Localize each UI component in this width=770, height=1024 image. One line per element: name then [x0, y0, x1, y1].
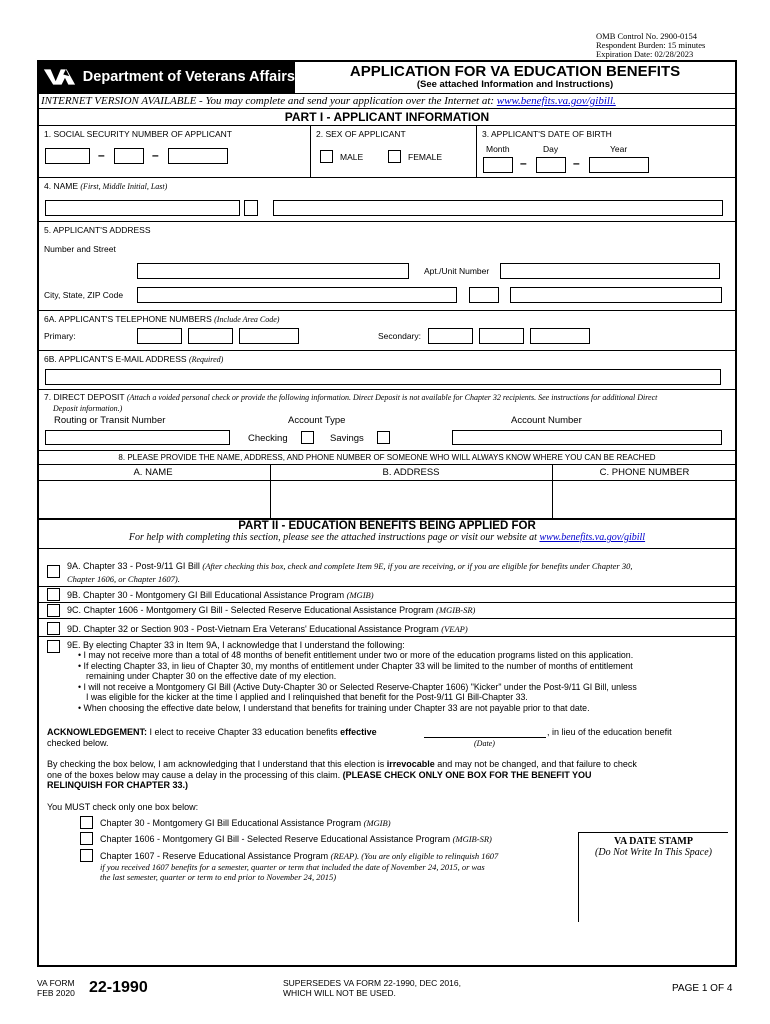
relinquish-3-hint: (REAP). (You are only eligible to relinquish 1607	[330, 851, 499, 861]
savings-checkbox[interactable]	[377, 431, 390, 444]
relinquish-1-text: Chapter 30 - Montgomery GI Bill Educational Assistance Program	[100, 818, 364, 828]
phone-label-text: 6A. APPLICANT'S TELEPHONE NUMBERS	[44, 314, 212, 324]
relinquish-chapter1606-checkbox[interactable]	[80, 832, 93, 845]
email-label-text: 6B. APPLICANT'S E-MAIL ADDRESS	[44, 354, 187, 364]
va-logo-icon	[43, 66, 77, 88]
option-9d	[67, 624, 468, 635]
form-number: 22-1990	[89, 979, 148, 996]
email-label	[44, 354, 223, 364]
secondary-area-input[interactable]	[428, 328, 473, 344]
checking-label: Checking	[248, 433, 288, 444]
relinquish-2-text: Chapter 1606 - Montgomery GI Bill - Selected Reserve Educational Assistance Program	[100, 834, 453, 844]
phone-label	[44, 314, 279, 324]
city-label: City, State, ZIP Code	[44, 290, 124, 300]
option-9a-hint2: Chapter 1606, or Chapter 1607).	[67, 574, 180, 584]
irrevocable-notice	[47, 759, 637, 791]
street-label: Number and Street	[44, 244, 116, 254]
ack-tail: , in lieu of the education benefit	[547, 727, 672, 737]
contact-name-input[interactable]	[38, 481, 269, 518]
female-checkbox[interactable]	[388, 150, 401, 163]
option-9b-text: 9B. Chapter 30 - Montgomery GI Bill Educational Assistance Program	[67, 590, 347, 600]
email-input[interactable]	[45, 369, 721, 385]
form-title: APPLICATION FOR VA EDUCATION BENEFITS	[349, 63, 681, 80]
ack-effective: effective	[340, 727, 377, 737]
apt-input[interactable]	[500, 263, 720, 279]
part2-help	[37, 532, 737, 543]
ssn-part1-input[interactable]	[45, 148, 90, 164]
option-9b	[67, 590, 374, 601]
irrev-2: and may not be changed, and that failure to check	[434, 759, 637, 769]
page-number: PAGE 1 OF 4	[672, 983, 733, 994]
option-9d-hint: (VEAP)	[441, 624, 468, 634]
address-label: 5. APPLICANT'S ADDRESS	[44, 225, 151, 235]
option-9a	[67, 561, 632, 572]
ack-bold: ACKNOWLEDGEMENT:	[47, 727, 147, 737]
stamp-title: VA DATE STAMP	[614, 836, 693, 847]
part2-help-text: For help with completing this section, please see the attached instructions page or visit our website at	[128, 532, 540, 543]
part1-title: PART I - APPLICANT INFORMATION	[284, 110, 490, 124]
relinquish-1-hint: (MGIB)	[363, 818, 391, 828]
omb-info	[596, 32, 705, 59]
acknowledgement	[47, 727, 377, 738]
chapter33-checkbox[interactable]	[47, 565, 60, 578]
ack-text: I elect to receive Chapter 33 education benefits	[147, 727, 341, 737]
primary-area-input[interactable]	[137, 328, 182, 344]
internet-text: INTERNET VERSION AVAILABLE - You may complete and send your application over the Internet at:	[41, 95, 497, 107]
savings-label: Savings	[330, 433, 364, 444]
option-9a-line2	[67, 574, 180, 585]
secondary-prefix-input[interactable]	[479, 328, 524, 344]
routing-input[interactable]	[45, 430, 230, 445]
gibill-link[interactable]: www.benefits.va.gov/gibill.	[496, 95, 616, 107]
bullet-4: • When choosing the effective date below, I understand that benefits for training under Chapter 33 are not payable prior to that date.	[78, 702, 590, 713]
form-date: FEB 2020	[37, 988, 75, 998]
street-input[interactable]	[137, 263, 409, 279]
omb-expiration: Expiration Date: 02/28/2023	[596, 49, 694, 59]
va-date-stamp	[578, 832, 728, 922]
relinquish-2	[100, 834, 492, 845]
bullet-3b: I was eligible for the kicker at the time I applied and I relinquished that benefit for the Post-9/11 GI Bill-Chapter 33.	[86, 692, 528, 702]
dob-day-label: Day	[543, 144, 559, 154]
va-header-bar	[37, 60, 295, 94]
deposit-label	[44, 392, 657, 402]
chapter30-checkbox[interactable]	[47, 588, 60, 601]
bullet-2b: remaining under Chapter 30 on the effective date of my election.	[86, 671, 337, 681]
chapter1606-checkbox[interactable]	[47, 604, 60, 617]
form-id	[37, 978, 75, 998]
first-name-input[interactable]	[45, 200, 240, 216]
relinquish-chapter30-checkbox[interactable]	[80, 816, 93, 829]
ssn-part3-input[interactable]	[168, 148, 228, 164]
form-subtitle: (See attached Information and Instructions)	[416, 79, 614, 90]
irrev-bold: irrevocable	[386, 759, 435, 769]
female-label: FEMALE	[408, 152, 443, 162]
secondary-line-input[interactable]	[530, 328, 590, 344]
ssn-part2-input[interactable]	[114, 148, 144, 164]
middle-initial-input[interactable]	[244, 200, 258, 216]
ssn-label: 1. SOCIAL SECURITY NUMBER OF APPLICANT	[44, 129, 232, 139]
contact-phone-input[interactable]	[553, 481, 736, 518]
dob-month-input[interactable]	[483, 157, 513, 173]
relinquish-2-hint: (MGIB-SR)	[452, 834, 492, 844]
option-9c-hint: (MGIB-SR)	[436, 605, 476, 615]
dob-year-label: Year	[610, 144, 628, 154]
relinquish-3-hint2: if you received 1607 benefits for a semester, quarter or term that included the date of November 24, 2015, or was	[100, 861, 485, 872]
gibill-help-link[interactable]: www.benefits.va.gov/gibill	[539, 532, 646, 543]
effective-date-input[interactable]	[424, 724, 546, 737]
state-input[interactable]	[469, 287, 499, 303]
primary-prefix-input[interactable]	[188, 328, 233, 344]
relinquish-3-text: Chapter 1607 - Reserve Educational Assistance Program	[100, 851, 331, 861]
chapter32-checkbox[interactable]	[47, 622, 60, 635]
option-9b-hint: (MGIB)	[346, 590, 374, 600]
deposit-hint-2-text: Deposit information.)	[53, 404, 123, 413]
bullet-3: • I will not receive a Montgomery GI Bill (Active Duty-Chapter 30 or Selected Reserve-Chapter 1606) "Kicker" under the Post-9/11 GI Bill, unless	[78, 681, 637, 692]
irrev-1: By checking the box below, I am acknowledging that I understand that this election is	[47, 759, 387, 769]
account-type-label: Account Type	[288, 415, 346, 426]
option-9a-hint: (After checking this box, check and complete Item 9E, if you are receiving, or if you are eligible for benefits under Chapter 30,	[202, 561, 633, 571]
agency-name: Department of Veterans Affairs	[82, 69, 295, 85]
supersedes-2: WHICH WILL NOT BE USED.	[283, 988, 396, 998]
dob-year-input[interactable]	[589, 157, 649, 173]
relinquish-1	[100, 818, 391, 829]
name-label	[44, 181, 167, 191]
city-state-input[interactable]	[137, 287, 457, 303]
relinquish-3	[100, 851, 498, 883]
dob-month-label: Month	[486, 144, 510, 154]
bullet-1: • I may not receive more than a total of 48 months of benefit entitlement under two or more of the education programs listed on this application.	[78, 650, 634, 660]
contact-phone-header: C. PHONE NUMBER	[599, 467, 690, 478]
routing-label: Routing or Transit Number	[54, 415, 166, 426]
email-hint: (Required)	[188, 355, 224, 364]
contact-address-input[interactable]	[271, 481, 551, 518]
option-9a-text: 9A. Chapter 33 - Post-9/11 GI Bill	[67, 561, 203, 571]
stamp-subtitle: (Do Not Write In This Space)	[595, 847, 712, 858]
last-name-input[interactable]	[273, 200, 723, 216]
irrev-bold-2: (PLEASE CHECK ONLY ONE BOX FOR THE BENEFIT YOU	[342, 769, 592, 780]
sex-label: 2. SEX OF APPLICANT	[316, 129, 406, 139]
deposit-label-text: 7. DIRECT DEPOSIT	[44, 392, 125, 402]
deposit-hint: (Attach a voided personal check or provide the following information. Direct Deposit is not available for Chapter 32 recipients. See instructions for additional Direct	[126, 393, 658, 402]
internet-notice	[41, 95, 616, 107]
omb-control: OMB Control No. 2900-0154	[596, 31, 698, 41]
option-9e: 9E. By electing Chapter 33 in Item 9A, I acknowledge that I understand the following:	[67, 640, 405, 650]
supersedes	[283, 978, 461, 998]
male-label: MALE	[340, 152, 364, 162]
primary-label: Primary:	[44, 331, 76, 341]
zip-input[interactable]	[510, 287, 722, 303]
secondary-label: Secondary:	[378, 331, 421, 341]
apt-label: Apt./Unit Number	[424, 266, 490, 276]
name-label-text: 4. NAME	[44, 181, 79, 191]
acknowledge-9e-checkbox[interactable]	[47, 640, 60, 653]
deposit-hint-2	[53, 403, 122, 413]
must-check: You MUST check only one box below:	[47, 802, 199, 812]
option-9d-text: 9D. Chapter 32 or Section 903 - Post-Vietnam Era Veterans' Educational Assistance Program	[67, 624, 442, 634]
contact-address-header: B. ADDRESS	[382, 467, 440, 478]
checking-checkbox[interactable]	[301, 431, 314, 444]
irrev-3: one of the boxes below may cause a delay in the processing of this claim.	[47, 769, 343, 780]
phone-hint: (Include Area Code)	[214, 315, 280, 324]
ack-line2: checked below.	[47, 738, 109, 748]
dob-day-input[interactable]	[536, 157, 566, 173]
contact-label: 8. PLEASE PROVIDE THE NAME, ADDRESS, AND PHONE NUMBER OF SOMEONE WHO WILL ALWAYS KNOW WHERE YOU CAN BE REACHED	[118, 453, 656, 462]
option-9c	[67, 605, 475, 616]
relinquish-3-hint3: the last semester, quarter or term to end prior to November 24, 2015)	[100, 872, 337, 882]
bullet-list	[78, 650, 637, 713]
supersedes-1: SUPERSEDES VA FORM 22-1990, DEC 2016,	[283, 978, 461, 988]
date-hint: (Date)	[474, 739, 495, 748]
option-9c-text: 9C. Chapter 1606 - Montgomery GI Bill - Selected Reserve Educational Assistance Program	[67, 605, 437, 615]
bullet-2: • If electing Chapter 33, in lieu of Chapter 30, my months of entitlement under Chapter 33 will be limited to the number of months of entitlement	[78, 660, 633, 671]
dob-label: 3. APPLICANT'S DATE OF BIRTH	[482, 129, 612, 139]
account-number-input[interactable]	[452, 430, 722, 445]
male-checkbox[interactable]	[320, 150, 333, 163]
irrev-bold-3: RELINQUISH FOR CHAPTER 33.)	[47, 780, 189, 790]
name-hint: (First, Middle Initial, Last)	[80, 182, 168, 191]
relinquish-chapter1607-checkbox[interactable]	[80, 849, 93, 862]
form-label: VA FORM	[37, 978, 75, 988]
contact-name-header: A. NAME	[133, 467, 173, 478]
omb-burden: Respondent Burden: 15 minutes	[596, 40, 706, 50]
account-number-label: Account Number	[511, 415, 582, 426]
part2-title: PART II - EDUCATION BENEFITS BEING APPLIED FOR	[238, 520, 536, 532]
primary-line-input[interactable]	[239, 328, 299, 344]
